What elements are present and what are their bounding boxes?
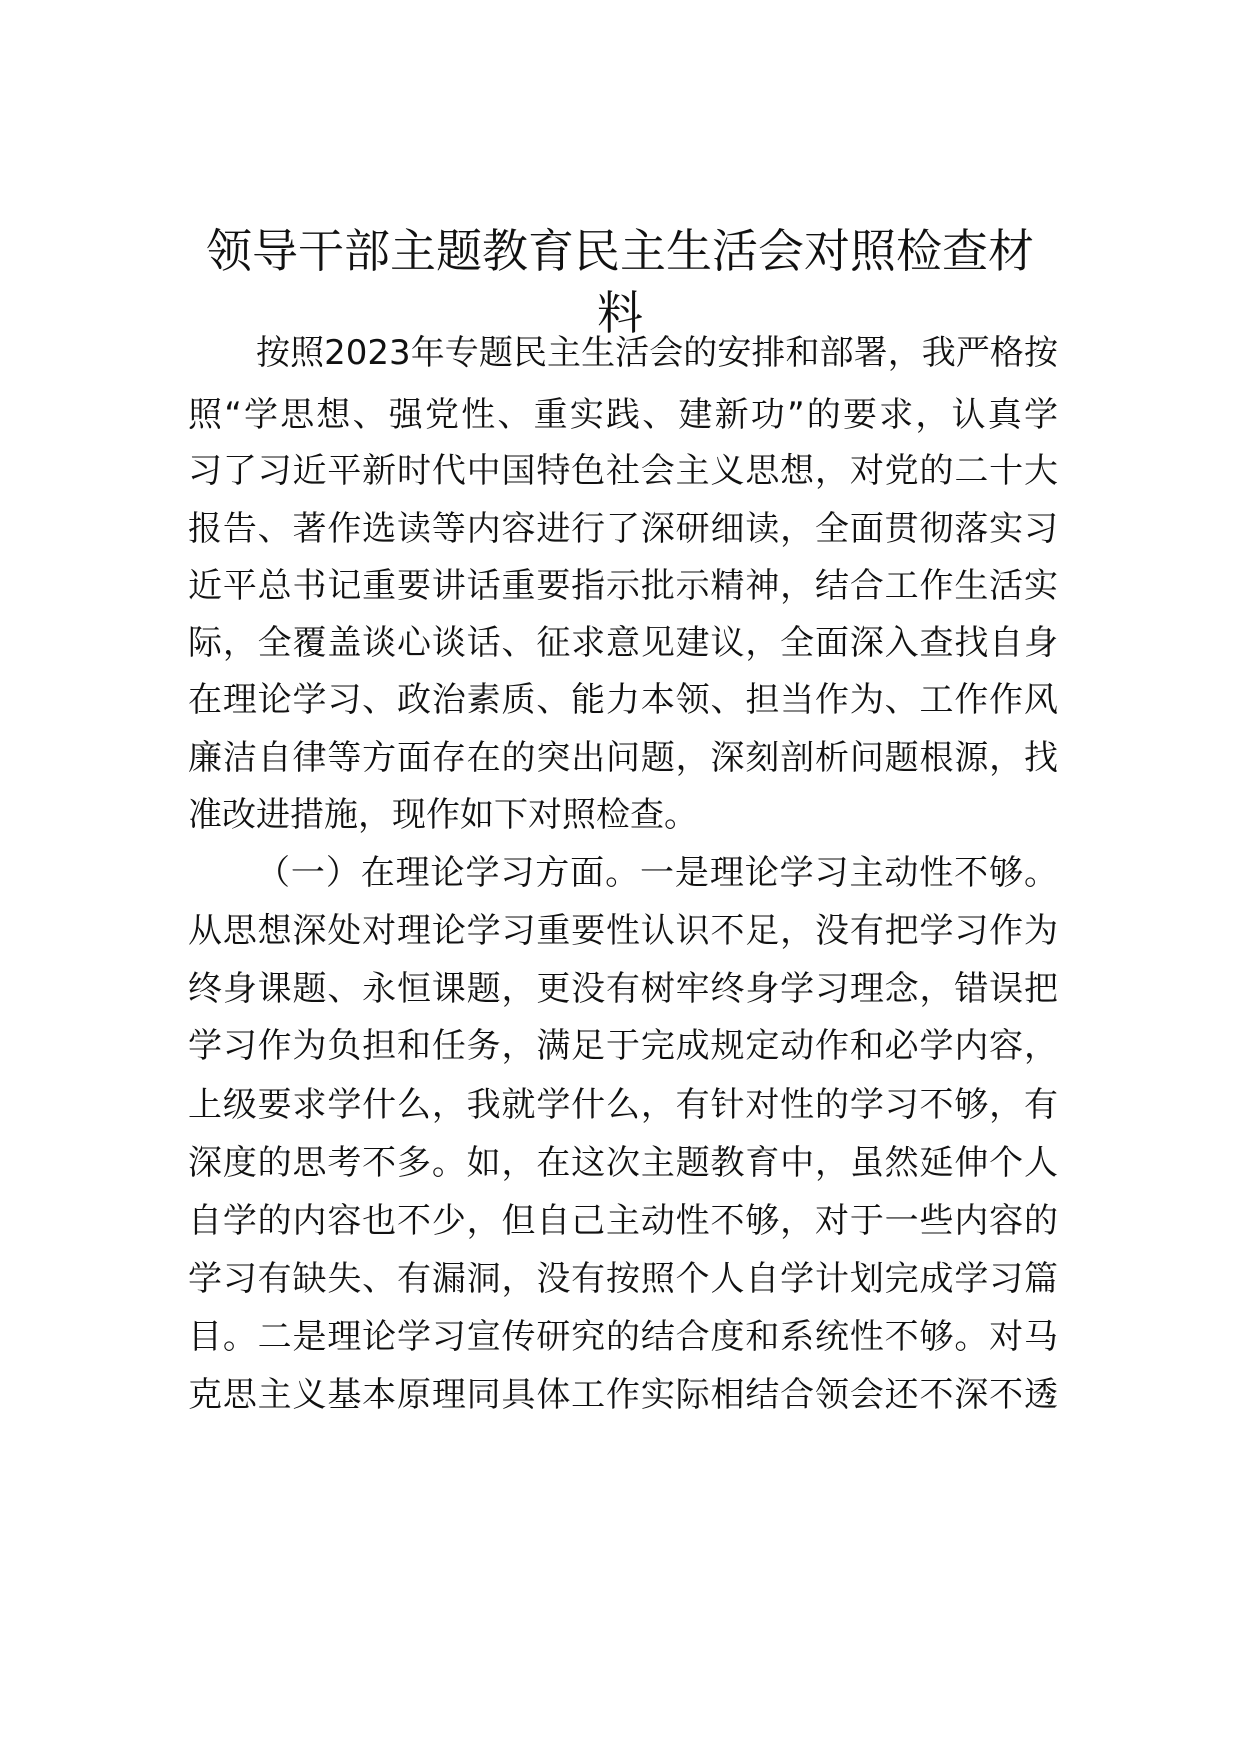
- body-line: 从思想深处对理论学习重要性认识不足，没有把学习作为: [188, 911, 1058, 951]
- body-line: 上级要求学什么，我就学什么，有针对性的学习不够，有: [188, 1085, 1058, 1125]
- body-line: 按照2023年专题民主生活会的安排和部署，我严格按: [256, 333, 1058, 373]
- body-line: 学习作为负担和任务，满足于完成规定动作和必学内容，: [188, 1026, 1058, 1066]
- body-line: 廉洁自律等方面存在的突出问题，深刻剖析问题根源，找: [188, 738, 1058, 778]
- body-line: 准改进措施，现作如下对照检查。: [188, 795, 698, 835]
- body-line: 克思主义基本原理同具体工作实际相结合领会还不深不透: [188, 1375, 1058, 1415]
- body-line: 目。二是理论学习宣传研究的结合度和系统性不够。对马: [188, 1317, 1058, 1357]
- body-line: 在理论学习、政治素质、能力本领、担当作为、工作作风: [188, 680, 1058, 720]
- body-line: 学习有缺失、有漏洞，没有按照个人自学计划完成学习篇: [188, 1259, 1058, 1299]
- body-line: 习了习近平新时代中国特色社会主义思想，对党的二十大: [188, 451, 1058, 491]
- body-line: 深度的思考不多。如，在这次主题教育中，虽然延伸个人: [188, 1143, 1058, 1183]
- body-line: 报告、著作选读等内容进行了深研细读，全面贯彻落实习: [188, 509, 1058, 549]
- body-line: 近平总书记重要讲话重要指示批示精神，结合工作生活实: [188, 566, 1058, 606]
- body-line: 际，全覆盖谈心谈话、征求意见建议，全面深入查找自身: [188, 623, 1058, 663]
- body-line: 自学的内容也不少，但自己主动性不够，对于一些内容的: [188, 1201, 1058, 1241]
- body-line: 照“学思想、强党性、重实践、建新功”的要求，认真学: [188, 395, 1058, 435]
- document-title: 领导干部主题教育民主生活会对照检查材料: [206, 224, 1034, 340]
- body-line: （一）在理论学习方面。一是理论学习主动性不够。: [256, 853, 1058, 893]
- body-line: 终身课题、永恒课题，更没有树牢终身学习理念，错误把: [188, 969, 1058, 1009]
